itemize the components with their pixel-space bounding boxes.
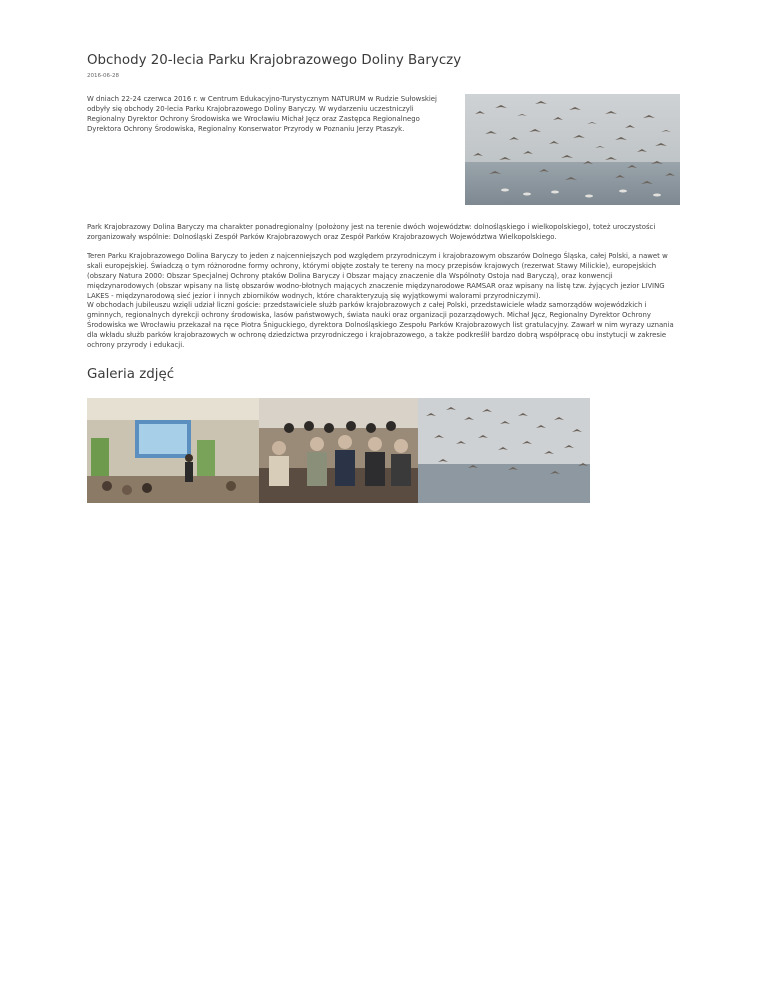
article-paragraph: Park Krajobrazowy Dolina Baryczy ma charakter ponadregionalny (położony jest na terenie dwóch województw: dolnośląskiego i wielkopolskiego), toteż uroczystości zorganizowały wspólnie: Dolnośląski Zespół Parków Krajobrazowych oraz Zespół Parków Krajobrazowych Województwa Wielkopolskiego. xyxy=(87,223,656,241)
gallery-photo-audience[interactable] xyxy=(259,398,418,503)
article-intro: W dniach 22-24 czerwca 2016 r. w Centrum Edukacyjno-Turystycznym NATURUM w Rudzie Sułowskiej odbyły się obchody 20-lecia Parku Krajobrazowego Doliny Baryczy. W wydarzeniu uczestniczyli Regionalny Dyrektor Ochrony Środowiska we Wrocławiu Michał Jęcz oraz Zastępca Regionalnego Dyrektora Ochrony Środowiska, Regionalny Konserwator Przyrody w Poznaniu Jerzy Ptaszyk. xyxy=(87,95,437,133)
gallery-photo-birds[interactable] xyxy=(418,398,590,503)
gallery-photo-presentation[interactable] xyxy=(87,398,259,503)
audience-image xyxy=(259,398,418,503)
birds-gallery-image xyxy=(418,398,590,503)
article-date: 2016-06-28 xyxy=(87,73,119,79)
gallery-heading: Galeria zdjęć xyxy=(87,367,175,382)
article-title: Obchody 20-lecia Parku Krajobrazowego Doliny Baryczy xyxy=(87,53,462,68)
photo-gallery xyxy=(87,398,590,503)
birds-image xyxy=(465,94,680,205)
hero-photo-birds[interactable] xyxy=(465,94,680,205)
presentation-image xyxy=(87,398,259,503)
article-paragraph: Teren Parku Krajobrazowego Dolina Baryczy to jeden z najcenniejszych pod względem przyrodniczym i krajobrazowym obszarów Dolnego Śląska, całej Polski, a nawet w skali europejskiej. Świadczą o tym różnorodne formy ochrony, którymi objęte zostały te tereny na mocy przepisów krajowych (rezerwat Stawy Milickie), europejskich (obszary Natura 2000: Obszar Specjalnej Ochrony ptaków Dolina Baryczy i Obszar mający znaczenie dla Wspólnoty Ostoja nad Baryczą), oraz konwencji międzynarodowych (obszar wpisany na listę obszarów wodno-błotnych mających znaczenie międzynarodowe RAMSAR oraz wpisany na listę tzw. żyjących jezior LIVING LAKES - międzynarodową sieć jezior i innych zbiorników wodnych, które charakteryzują się wyjątkowymi walorami przyrodniczymi). xyxy=(87,252,668,300)
article-paragraph: W obchodach jubileuszu wzięli udział liczni goście: przedstawiciele służb parków krajobrazowych z całej Polski, przedstawiciele władz samorządów wojewódzkich i gminnych, regionalnych dyrekcji ochrony środowiska, lasów państwowych, świata nauki oraz organizacji pozarządowych. Michał Jęcz, Regionalny Dyrektor Ochrony Środowiska we Wrocławiu przekazał na ręce Piotra Śniguckiego, dyrektora Dolnośląskiego Zespołu Parków Krajobrazowych list gratulacyjny. Zawarł w nim wyrazy uznania dla wkładu służb parków krajobrazowych w ochronę dziedzictwa przyrodniczego i krajobrazowego, a także podkreślił bardzo dobrą współpracę obu instytucji w zakresie ochrony przyrody i edukacji. xyxy=(87,301,674,349)
